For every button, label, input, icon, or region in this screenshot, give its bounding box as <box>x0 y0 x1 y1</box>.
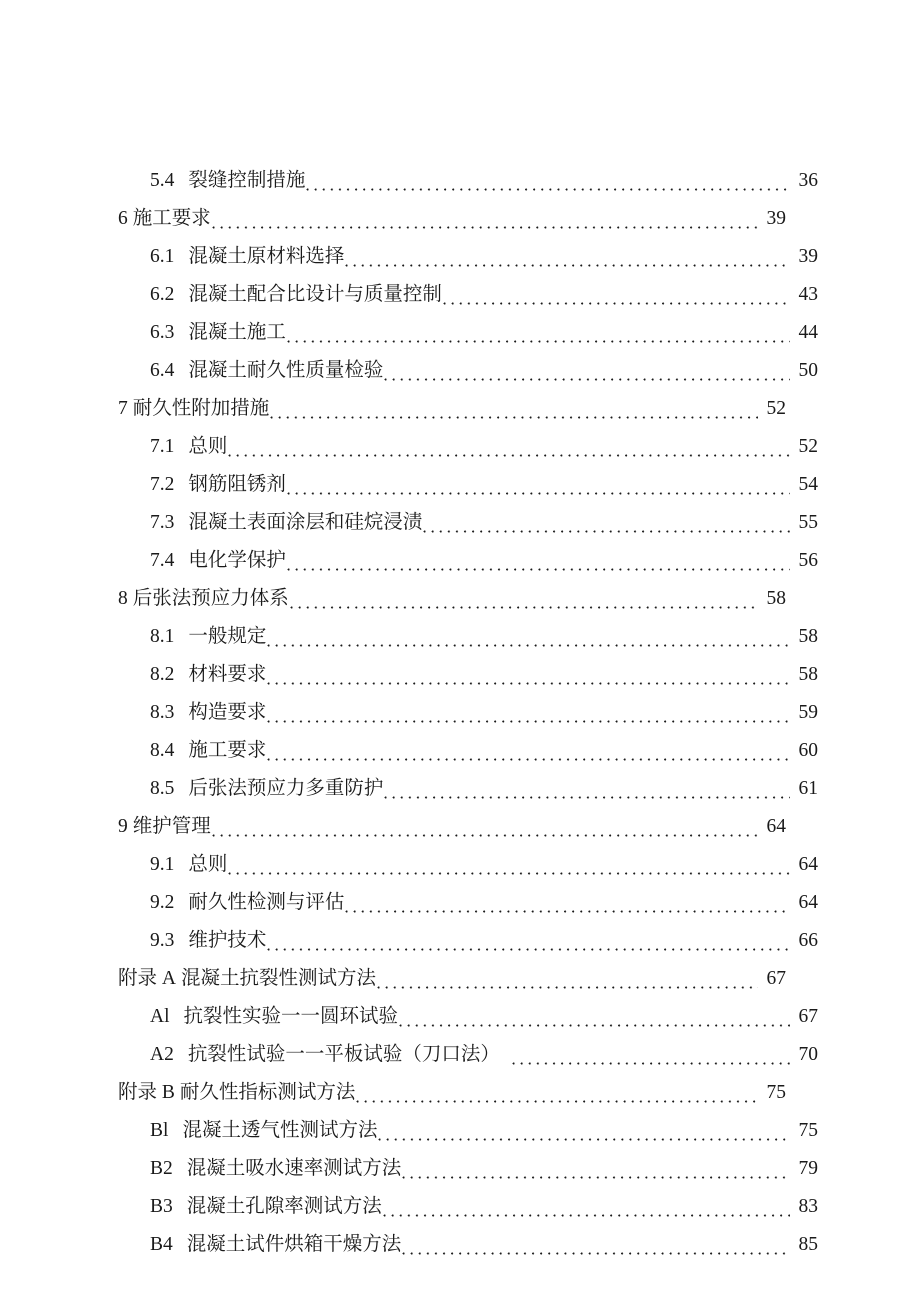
toc-entry-title: 裂缝控制措施 <box>188 170 306 191</box>
toc-dot-leader <box>356 1095 758 1108</box>
toc-entry-page-number: 75 <box>798 1120 818 1141</box>
toc-entry-title: 施工要求 <box>132 208 211 229</box>
toc-entry-title: 混凝土吸水速率测试方法 <box>186 1158 402 1179</box>
toc-dot-leader <box>399 1019 790 1032</box>
toc-entry-title: 抗裂性实验一一圆环试验 <box>183 1006 399 1027</box>
toc-dot-leader <box>512 1057 790 1070</box>
toc-entry-number: 8.4 <box>150 740 175 761</box>
toc-entry-number: 5.4 <box>150 170 175 191</box>
toc-entry[interactable] <box>118 1188 818 1226</box>
toc-entry-page-number: 61 <box>798 778 818 799</box>
toc-entry-page-number: 59 <box>798 702 818 723</box>
toc-entry[interactable] <box>118 1036 818 1074</box>
toc-entry-number: A2 <box>150 1044 174 1065</box>
toc-entry-title: 混凝土透气性测试方法 <box>182 1120 378 1141</box>
toc-dot-leader <box>345 259 790 272</box>
toc-entry[interactable] <box>118 884 818 922</box>
toc-entry-page-number: 58 <box>766 588 786 609</box>
toc-entry-page-number: 64 <box>766 816 786 837</box>
toc-entry-number: 9.2 <box>150 892 175 913</box>
toc-entry-number: 7.2 <box>150 474 175 495</box>
toc-entry[interactable] <box>118 732 818 770</box>
toc-entry-number: 8.2 <box>150 664 175 685</box>
toc-dot-leader <box>228 867 790 880</box>
toc-entry-title: 混凝土表面涂层和硅烷浸渍 <box>188 512 423 533</box>
toc-dot-leader <box>423 525 790 538</box>
toc-entry[interactable] <box>118 238 818 276</box>
toc-dot-leader <box>287 335 790 348</box>
toc-entry-title: 耐久性指标测试方法 <box>179 1082 356 1103</box>
toc-dot-leader <box>267 677 790 690</box>
toc-entry-title: 一般规定 <box>188 626 267 647</box>
toc-entry[interactable] <box>118 1226 818 1264</box>
toc-entry-title: 电化学保护 <box>188 550 286 571</box>
toc-entry-page-number: 58 <box>798 626 818 647</box>
toc-entry[interactable] <box>118 960 786 998</box>
toc-entry-title: 总则 <box>188 436 228 457</box>
toc-entry-title: 耐久性附加措施 <box>132 398 270 419</box>
toc-entry-title: 耐久性检测与评估 <box>188 892 345 913</box>
toc-entry-title: 施工要求 <box>188 740 267 761</box>
toc-entry-number: 7.1 <box>150 436 175 457</box>
toc-entry[interactable] <box>118 846 818 884</box>
toc-dot-leader <box>287 563 790 576</box>
toc-entry-number: 7 <box>118 398 128 419</box>
toc-entry-number: 7.3 <box>150 512 175 533</box>
toc-entry[interactable] <box>118 998 818 1036</box>
table-of-contents <box>118 162 818 1264</box>
toc-entry-page-number: 52 <box>766 398 786 419</box>
toc-dot-leader <box>384 373 790 386</box>
toc-entry-page-number: 64 <box>798 892 818 913</box>
toc-entry-title: 维护技术 <box>188 930 267 951</box>
toc-entry[interactable] <box>118 276 818 314</box>
toc-dot-leader <box>443 297 790 310</box>
toc-dot-leader <box>267 639 790 652</box>
toc-entry[interactable] <box>118 656 818 694</box>
toc-entry-number: 6.2 <box>150 284 175 305</box>
toc-entry-number: 6.1 <box>150 246 175 267</box>
toc-entry-page-number: 43 <box>798 284 818 305</box>
toc-entry-page-number: 50 <box>798 360 818 381</box>
toc-dot-leader <box>267 715 790 728</box>
toc-entry[interactable] <box>118 770 818 808</box>
toc-entry-title: 后张法预应力体系 <box>132 588 289 609</box>
toc-entry[interactable] <box>118 390 786 428</box>
toc-entry[interactable] <box>118 352 818 390</box>
toc-entry-title: 维护管理 <box>132 816 211 837</box>
toc-entry-page-number: 39 <box>798 246 818 267</box>
toc-entry-title: 混凝土耐久性质量检验 <box>188 360 384 381</box>
toc-entry-number: B2 <box>150 1158 173 1179</box>
toc-entry[interactable] <box>118 1150 818 1188</box>
toc-dot-leader <box>402 1247 790 1260</box>
toc-entry-number: 8.3 <box>150 702 175 723</box>
toc-dot-leader <box>267 753 790 766</box>
toc-dot-leader <box>267 943 790 956</box>
toc-entry-title: 混凝土施工 <box>188 322 286 343</box>
toc-dot-leader <box>378 1133 790 1146</box>
toc-dot-leader <box>228 449 790 462</box>
toc-entry[interactable] <box>118 314 818 352</box>
toc-dot-leader <box>384 791 790 804</box>
toc-dot-leader <box>383 1209 790 1222</box>
toc-entry-title: 混凝土抗裂性测试方法 <box>180 968 376 989</box>
toc-entry-page-number: 85 <box>798 1234 818 1255</box>
toc-entry-number: 9 <box>118 816 128 837</box>
toc-entry-number: B4 <box>150 1234 173 1255</box>
toc-entry-number: Bl <box>150 1120 169 1141</box>
toc-entry-number: 8.1 <box>150 626 175 647</box>
toc-entry-page-number: 55 <box>798 512 818 533</box>
toc-entry-page-number: 44 <box>798 322 818 343</box>
toc-entry-number: 6.4 <box>150 360 175 381</box>
toc-entry-title: 混凝土原材料选择 <box>188 246 345 267</box>
toc-entry[interactable] <box>118 466 818 504</box>
toc-dot-leader <box>306 183 790 196</box>
toc-entry[interactable] <box>118 504 818 542</box>
toc-dot-leader <box>377 981 758 994</box>
toc-dot-leader <box>212 829 758 842</box>
toc-dot-leader <box>270 411 758 424</box>
toc-entry-page-number: 39 <box>766 208 786 229</box>
toc-entry-title: 后张法预应力多重防护 <box>188 778 384 799</box>
toc-entry-number: 附录 B <box>118 1082 175 1103</box>
toc-dot-leader <box>290 601 758 614</box>
toc-entry-number: 8 <box>118 588 128 609</box>
toc-entry-page-number: 67 <box>798 1006 818 1027</box>
toc-entry-number: 8.5 <box>150 778 175 799</box>
toc-entry-number: Al <box>150 1006 170 1027</box>
toc-entry[interactable] <box>118 694 818 732</box>
toc-entry-title: 混凝土孔隙率测试方法 <box>186 1196 382 1217</box>
toc-dot-leader <box>287 487 790 500</box>
toc-entry[interactable] <box>118 808 786 846</box>
toc-entry-title: 总则 <box>188 854 228 875</box>
toc-entry-page-number: 75 <box>766 1082 786 1103</box>
toc-entry-page-number: 36 <box>798 170 818 191</box>
toc-entry-number: 7.4 <box>150 550 175 571</box>
toc-entry[interactable] <box>118 618 818 656</box>
toc-entry[interactable] <box>118 580 786 618</box>
toc-entry-page-number: 54 <box>798 474 818 495</box>
toc-entry-title: 抗裂性试验一一平板试验（刀口法） <box>187 1044 500 1065</box>
toc-entry[interactable] <box>118 200 786 238</box>
toc-entry-page-number: 66 <box>798 930 818 951</box>
toc-entry-page-number: 60 <box>798 740 818 761</box>
toc-entry-page-number: 83 <box>798 1196 818 1217</box>
toc-entry-number: B3 <box>150 1196 173 1217</box>
toc-entry-page-number: 64 <box>798 854 818 875</box>
toc-entry-title: 材料要求 <box>188 664 267 685</box>
toc-dot-leader <box>402 1171 790 1184</box>
toc-entry-number: 6 <box>118 208 128 229</box>
toc-entry-number: 9.1 <box>150 854 175 875</box>
toc-dot-leader <box>212 221 758 234</box>
toc-entry-number: 9.3 <box>150 930 175 951</box>
toc-dot-leader <box>345 905 790 918</box>
toc-entry-title: 混凝土试件烘箱干燥方法 <box>186 1234 402 1255</box>
toc-entry-page-number: 58 <box>798 664 818 685</box>
toc-entry[interactable] <box>118 1074 786 1112</box>
toc-entry-page-number: 56 <box>798 550 818 571</box>
toc-entry-page-number: 67 <box>766 968 786 989</box>
toc-entry[interactable] <box>118 162 818 200</box>
toc-entry[interactable] <box>118 1112 818 1150</box>
toc-entry-page-number: 70 <box>798 1044 818 1065</box>
toc-entry-title: 钢筋阻锈剂 <box>188 474 286 495</box>
toc-entry-number: 附录 A <box>118 968 176 989</box>
toc-entry[interactable] <box>118 922 818 960</box>
toc-entry[interactable] <box>118 542 818 580</box>
toc-entry-title: 混凝土配合比设计与质量控制 <box>188 284 442 305</box>
toc-entry-title: 构造要求 <box>188 702 267 723</box>
toc-entry-page-number: 52 <box>798 436 818 457</box>
toc-entry-number: 6.3 <box>150 322 175 343</box>
toc-entry-page-number: 79 <box>798 1158 818 1179</box>
toc-entry[interactable] <box>118 428 818 466</box>
